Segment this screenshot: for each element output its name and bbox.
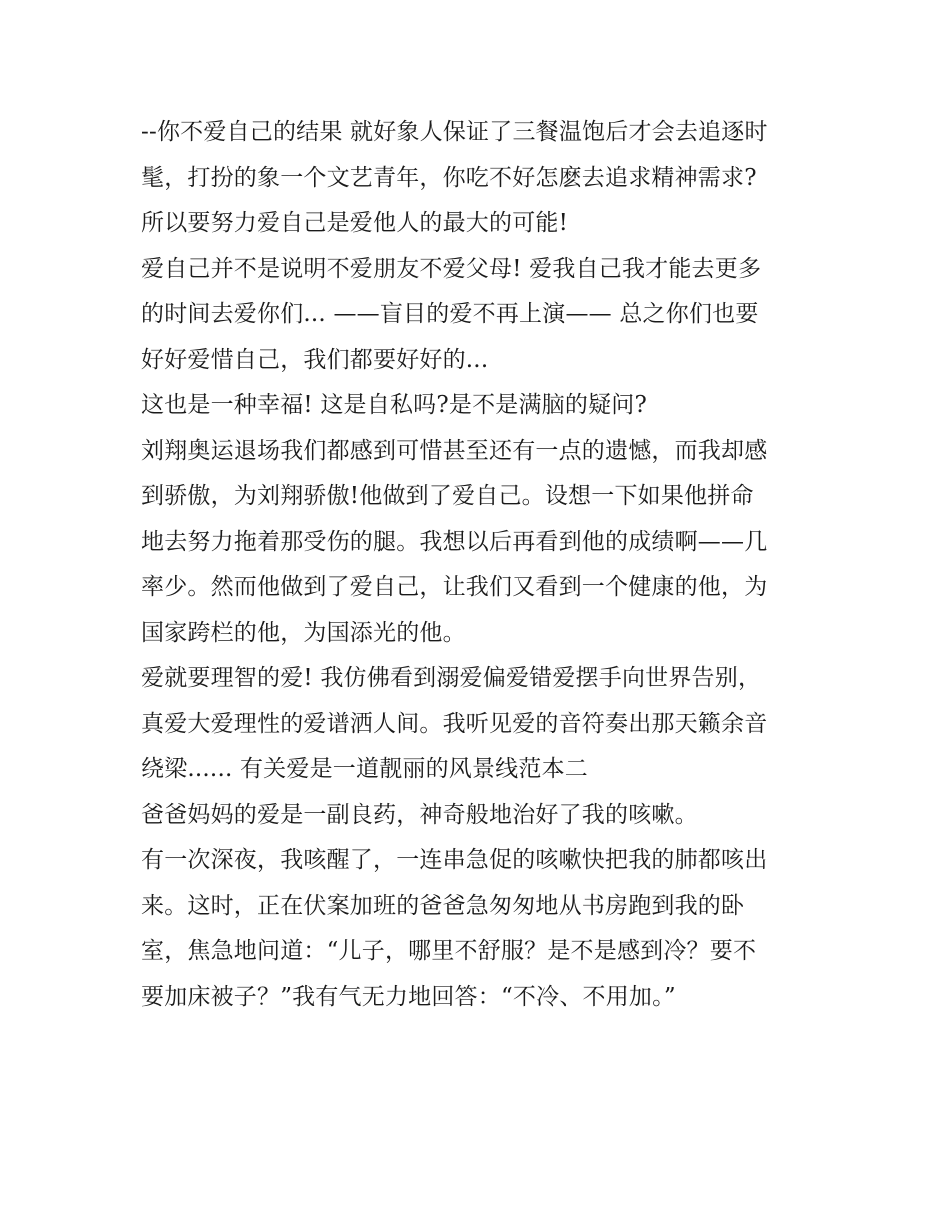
text-line: 爸爸妈妈的爱是一副良药，神奇般地治好了我的咳嗽。 <box>141 801 698 828</box>
text-line: 到骄傲，为刘翔骄傲!他做到了爱自己。设想一下如果他拼命 <box>141 483 754 509</box>
text-line: 绕梁...... 有关爱是一道靓丽的风景线范本二 <box>141 756 588 782</box>
text-line: 室，焦急地问道：“儿子，哪里不舒服？是不是感到冷？要不 <box>141 938 757 964</box>
document-body <box>141 110 821 1020</box>
text-line: 率少。然而他做到了爱自己，让我们又看到一个健康的他，为 <box>141 574 768 600</box>
text-line: 有一次深夜，我咳醒了，一连串急促的咳嗽快把我的肺都咳出 <box>141 847 768 873</box>
text-line: 所以要努力爱自己是爱他人的最大的可能! <box>141 210 569 236</box>
text-line: --你不爱自己的结果 就好象人保证了三餐温饱后才会去追逐时 <box>141 119 768 145</box>
text-line: 国家跨栏的他，为国添光的他。 <box>141 619 466 646</box>
text-line: 要加床被子？”我有气无力地回答：“不冷、不用加。” <box>141 983 676 1010</box>
text-line: 爱自己并不是说明不爱朋友不爱父母! 爱我自己我才能去更多 <box>141 255 762 282</box>
text-line: 的时间去爱你们... ——盲目的爱不再上演—— 总之你们也要 <box>141 301 759 327</box>
text-line: 地去努力拖着那受伤的腿。我想以后再看到他的成绩啊——几 <box>141 528 768 555</box>
text-line: 这也是一种幸福! 这是自私吗?是不是满脑的疑问? <box>141 392 648 418</box>
text-line: 真爱大爱理性的爱谱洒人间。我听见爱的音符奏出那天籁余音 <box>141 710 768 737</box>
text-line: 好好爱惜自己，我们都要好好的... <box>141 346 489 373</box>
text-line: 刘翔奥运退场我们都感到可惜甚至还有一点的遗憾，而我却感 <box>141 437 768 464</box>
text-line: 爱就要理智的爱! 我仿佛看到溺爱偏爱错爱摆手向世界告别， <box>141 665 762 691</box>
text-line: 来。这时，正在伏案加班的爸爸急匆匆地从书房跑到我的卧 <box>141 892 745 919</box>
text-line: 髦，打扮的象一个文艺青年，你吃不好怎麽去追求精神需求? <box>141 164 757 191</box>
